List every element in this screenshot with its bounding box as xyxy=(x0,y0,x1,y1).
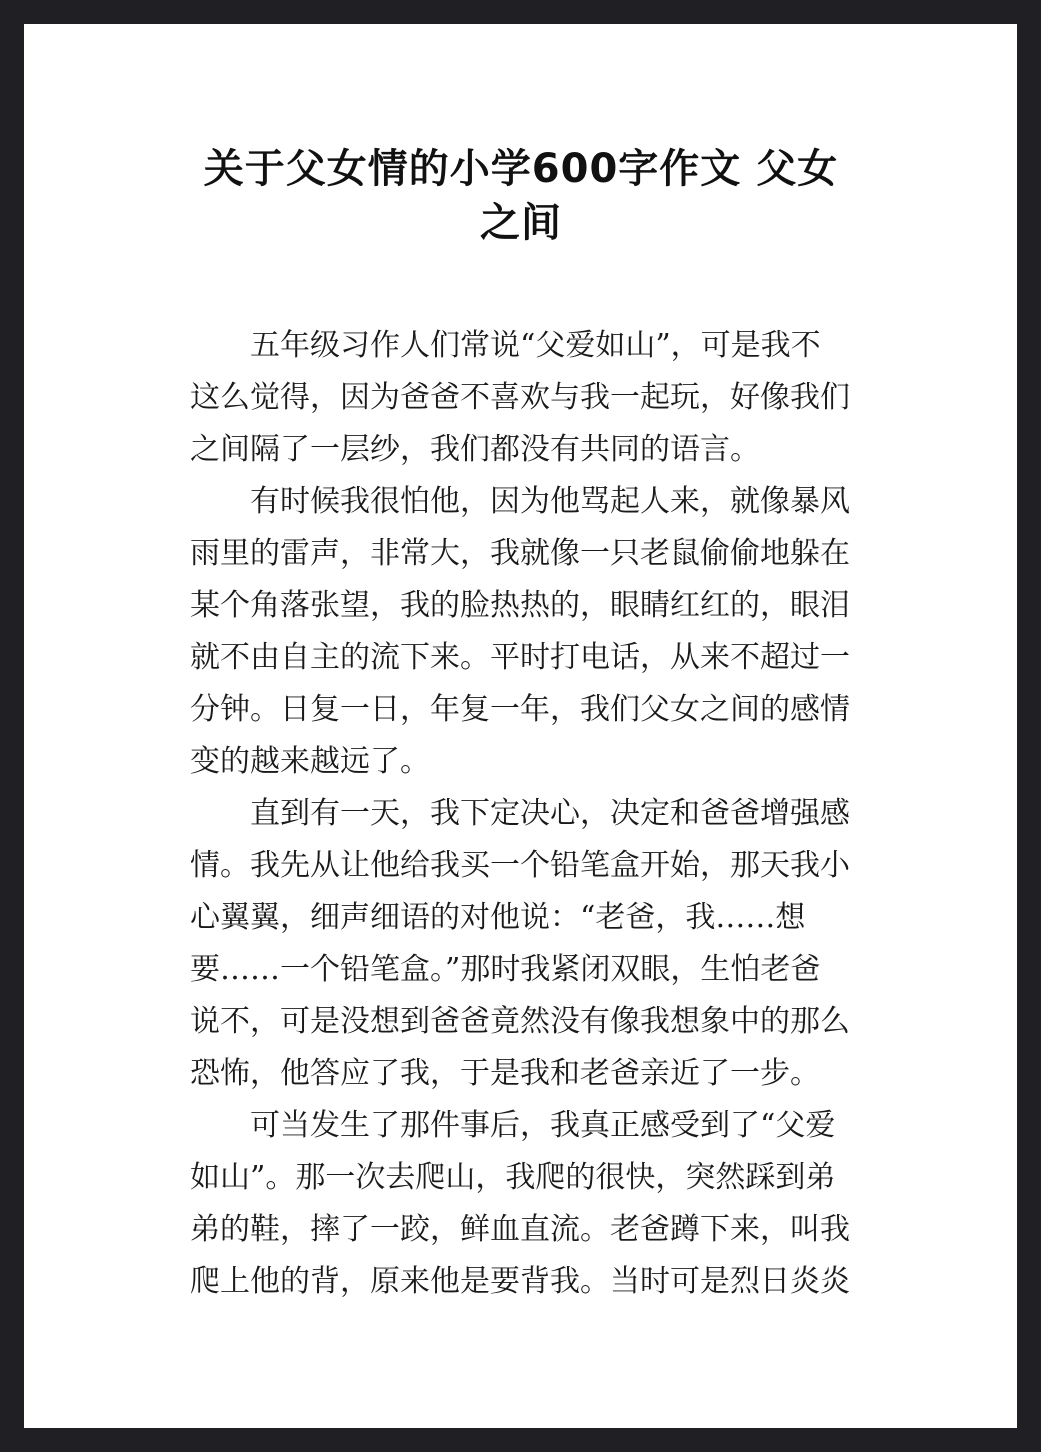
document-title: 关于父女情的小学600字作文 父女之间 xyxy=(203,146,839,246)
paragraph xyxy=(190,788,852,1100)
text-line: 某个角落张望，我的脸热热的，眼睛红红的，眼泪 xyxy=(190,588,850,623)
text-line: 变的越来越远了。 xyxy=(190,744,430,779)
paragraph xyxy=(190,320,852,476)
text-line: 雨里的雷声，非常大，我就像一只老鼠偷偷地躲在 xyxy=(190,536,850,571)
text-line: 情。我先从让他给我买一个铅笔盒开始，那天我小 xyxy=(190,848,850,883)
text-line: 五年级习作人们常说“父爱如山”，可是我不 xyxy=(250,328,821,363)
document-page xyxy=(24,24,1017,1428)
document-body xyxy=(190,320,852,1308)
text-line: 可当发生了那件事后，我真正感受到了“父爱 xyxy=(250,1108,836,1143)
text-line: 如山”。那一次去爬山，我爬的很快，突然踩到弟 xyxy=(190,1160,836,1195)
text-line: 这么觉得，因为爸爸不喜欢与我一起玩，好像我们 xyxy=(190,380,850,415)
text-line: 要……一个铅笔盒。”那时我紧闭双眼，生怕老爸 xyxy=(190,952,821,987)
paragraph xyxy=(190,1100,852,1308)
text-line: 恐怖，他答应了我，于是我和老爸亲近了一步。 xyxy=(190,1056,820,1091)
text-line: 爬上他的背，原来他是要背我。当时可是烈日炎炎 xyxy=(190,1264,850,1299)
text-line: 弟的鞋，摔了一跤，鲜血直流。老爸蹲下来，叫我 xyxy=(190,1212,850,1247)
text-line: 之间隔了一层纱，我们都没有共同的语言。 xyxy=(190,432,760,467)
paragraph xyxy=(190,476,852,788)
text-line: 直到有一天，我下定决心，决定和爸爸增强感 xyxy=(250,796,850,831)
text-line: 说不，可是没想到爸爸竟然没有像我想象中的那么 xyxy=(190,1004,850,1039)
text-line: 有时候我很怕他，因为他骂起人来，就像暴风 xyxy=(250,484,850,519)
text-line: 就不由自主的流下来。平时打电话，从来不超过一 xyxy=(190,640,850,675)
text-line: 分钟。日复一日，年复一年，我们父女之间的感情 xyxy=(190,692,850,727)
text-line: 心翼翼，细声细语的对他说：“老爸，我……想 xyxy=(190,900,806,935)
